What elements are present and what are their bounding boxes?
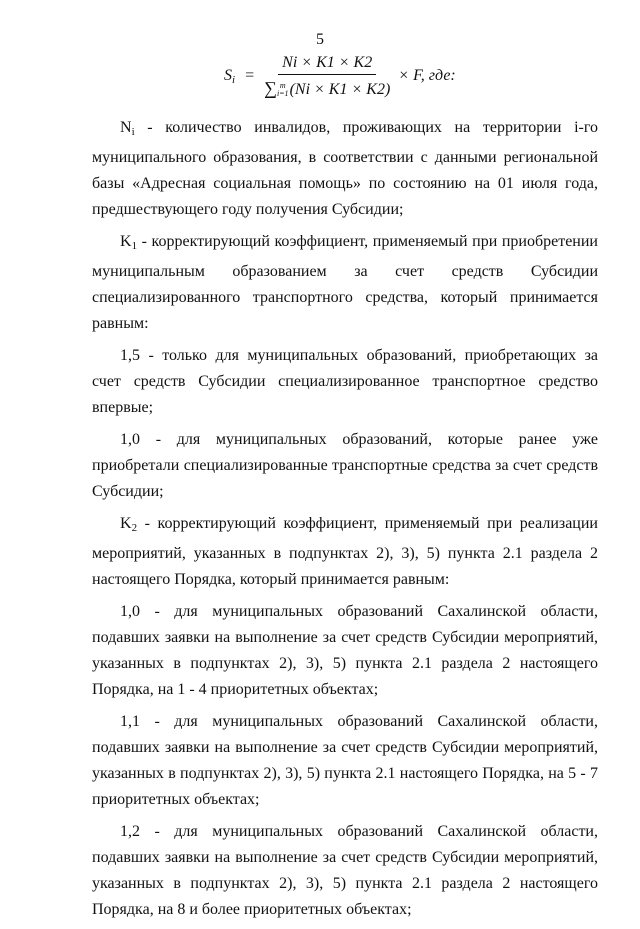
document-body (92, 115, 598, 929)
formula-lhs: $S_i$ (224, 66, 236, 86)
paragraph-text: 1,1 - для муниципальных образований Сахалинской области, подавших заявки на выполнение за счет средств Субсидии мероприятий, указанных в подпунктах 2), 3), 5) пункта 2.1 настоящего Порядка, на 5 - 7 приоритетных объектах; (92, 713, 598, 808)
paragraph-lead-subscript: 1 (131, 240, 138, 252)
paragraph (92, 819, 598, 923)
sum-limits (277, 82, 289, 98)
paragraph-text: 1,0 - для муниципальных образований Сахалинской области, подавших заявки на выполнение за счет средств Субсидии мероприятий, указанных в подпунктах 2), 3), 5) пункта 2.1 раздела 2 настоящего Порядка, на 1 - 4 приоритетных объектах; (92, 603, 598, 698)
sum-lower-limit: i=1 (276, 88, 289, 98)
sum-upper-limit: m (279, 80, 286, 90)
paragraph (92, 511, 598, 593)
paragraph (92, 427, 598, 505)
paragraph-text: - корректирующий коэффициент, применяемый при приобретении муниципальным образованием за счет средств Субсидии специализированного транспортного средства, который принимается равным: (92, 233, 598, 332)
paragraph (92, 115, 598, 223)
paragraph-lead-subscript: 2 (131, 522, 138, 534)
formula-denominator (264, 75, 390, 99)
formula-fraction (264, 54, 390, 99)
paragraph-lead: N (120, 119, 132, 136)
paragraph (92, 709, 598, 813)
paragraph-text: - количество инвалидов, проживающих на территории i-го муниципального образования, в соответствии с данными региональной базы «Адресная социальная помощь» по состоянию на 01 июля года, предшествующего году получения Субсидии; (92, 119, 598, 218)
paragraph-text: 1,0 - для муниципальных образований, которые ранее уже приобретали специализированные транспортные средства за счет средств Субсидии; (92, 431, 598, 500)
paragraph-text: - корректирующий коэффициент, применяемый при реализации мероприятий, указанных в подпунктах 2), 3), 5) пункта 2.1 раздела 2 настоящего Порядка, который принимается равным: (92, 515, 598, 588)
paragraph-text: 1,5 - только для муниципальных образований, приобретающих за счет средств Субсидии специализированное транспортное средство впервые; (92, 347, 598, 416)
paragraph-text: 1,2 - для муниципальных образований Сахалинской области, подавших заявки на выполнение за счет средств Субсидии мероприятий, указанных в подпунктах 2), 3), 5) пункта 2.1 раздела 2 настоящего Порядка, на 8 и более приоритетных объектах; (92, 823, 598, 918)
paragraph-lead: K (120, 233, 132, 250)
formula-numerator: Ni × K1 × K2 (278, 54, 376, 75)
formula-tail: × F, где: (398, 67, 456, 84)
formula-lhs-subscript: i (232, 73, 236, 86)
page-number: 5 (316, 31, 324, 48)
paragraph (92, 343, 598, 421)
formula (224, 52, 456, 100)
paragraph-lead-subscript: i (131, 126, 135, 138)
paragraph (92, 229, 598, 337)
formula-denominator-expression: (Ni × K1 × K2) (289, 80, 391, 98)
sum-symbol: ∑ (264, 77, 277, 98)
paragraph (92, 599, 598, 703)
paragraph-lead: K (120, 515, 132, 532)
formula-equals: = (245, 67, 255, 84)
